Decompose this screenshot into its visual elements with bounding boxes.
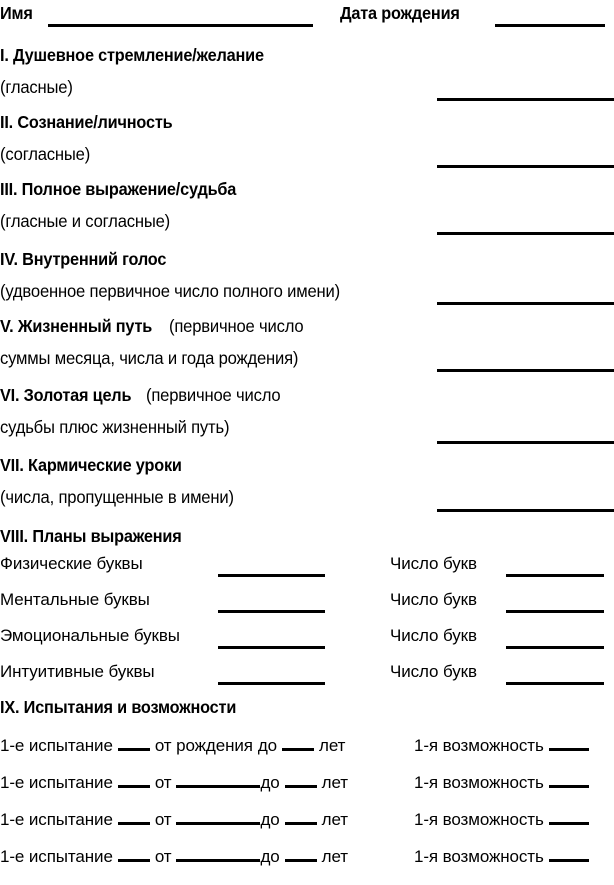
plan-count-blank[interactable]: [506, 682, 604, 685]
section-vi-subtitle-row: [0, 417, 241, 438]
name-input-rule[interactable]: [48, 24, 313, 27]
challenge-from-birth-label: от рождения: [154, 736, 253, 755]
challenge-to-label: до: [260, 810, 280, 829]
section-v-answer-rule[interactable]: [437, 369, 614, 372]
opportunity-label: 1-я возможность: [414, 847, 544, 866]
challenge-from-label: от: [154, 773, 172, 792]
section-ii-heading-row: [0, 112, 185, 133]
challenge-label: 1-е испытание: [0, 810, 113, 829]
challenge-row: [0, 847, 614, 873]
plan-label: Интуитивные буквы: [0, 662, 155, 681]
plan-count-label: Число букв: [390, 554, 477, 573]
plan-letters-blank[interactable]: [218, 610, 325, 613]
section-vi-subtitle: судьбы плюс жизненный путь): [0, 417, 230, 437]
plan-label: Физические буквы: [0, 554, 143, 573]
challenge-to-label: до: [257, 736, 278, 755]
section-iv-heading-row: [0, 249, 179, 270]
birthdate-field-row: [340, 3, 469, 24]
section-vi-inline-note: (первичное число: [146, 385, 281, 405]
section-vii-subtitle: (числа, пропущенные в имени): [0, 487, 234, 507]
challenge-label: 1-е испытание: [0, 736, 113, 755]
plan-letters-blank[interactable]: [218, 682, 325, 685]
section-vi-heading: VI. Золотая цель: [0, 385, 132, 405]
plan-count-blank[interactable]: [506, 610, 604, 613]
challenge-label: 1-е испытание: [0, 847, 113, 866]
opportunity-label: 1-я возможность: [414, 773, 544, 792]
challenge-years-label: лет: [321, 847, 348, 866]
section-vi-heading-row: [0, 385, 288, 406]
challenge-from-age-blank[interactable]: [176, 859, 260, 862]
challenge-age-blank[interactable]: [285, 822, 317, 825]
challenge-number-blank[interactable]: [118, 859, 150, 862]
section-i-heading: I. Душевное стремление/желание: [0, 45, 264, 65]
section-iii-answer-rule[interactable]: [437, 232, 614, 235]
section-iv-heading: IV. Внутренний голос: [0, 249, 167, 269]
challenge-to-label: до: [260, 847, 280, 866]
plan-row: [0, 626, 614, 650]
challenge-number-blank[interactable]: [118, 822, 150, 825]
plan-letters-blank[interactable]: [218, 646, 325, 649]
plan-row: [0, 662, 614, 686]
plan-count-blank[interactable]: [506, 646, 604, 649]
section-iv-subtitle-row: [0, 281, 358, 302]
section-vii-answer-rule[interactable]: [437, 509, 614, 512]
challenge-years-label: лет: [321, 810, 348, 829]
challenge-years-label: лет: [321, 773, 348, 792]
opportunity-blank[interactable]: [549, 859, 589, 862]
plan-label: Эмоциональные буквы: [0, 626, 180, 645]
section-vii-heading-row: [0, 455, 195, 476]
section-vii-subtitle-row: [0, 487, 246, 508]
section-v-subtitle-row: [0, 348, 314, 369]
opportunity-label: 1-я возможность: [414, 810, 544, 829]
section-v-heading-row: [0, 316, 310, 337]
section-vii-heading: VII. Кармические уроки: [0, 455, 182, 475]
plan-row: [0, 590, 614, 614]
section-iv-subtitle: (удвоенное первичное число полного имени): [0, 281, 340, 301]
challenge-to-label: до: [260, 773, 280, 792]
name-field-row: [0, 3, 35, 24]
opportunity-blank[interactable]: [549, 748, 589, 751]
challenge-number-blank[interactable]: [118, 748, 150, 751]
section-ix-heading: IX. Испытания и возможности: [0, 697, 237, 717]
opportunity-label: 1-я возможность: [414, 736, 544, 755]
section-v-subtitle: суммы месяца, числа и года рождения): [0, 348, 299, 368]
plan-label: Ментальные буквы: [0, 590, 150, 609]
section-ii-subtitle: (согласные): [0, 144, 91, 164]
opportunity-blank[interactable]: [549, 785, 589, 788]
challenge-age-blank[interactable]: [285, 785, 317, 788]
section-ii-subtitle-row: [0, 144, 95, 165]
section-ii-heading: II. Сознание/личность: [0, 112, 173, 132]
challenge-from-label: от: [154, 847, 172, 866]
section-ix-heading-row: [0, 697, 254, 718]
birthdate-label: Дата рождения: [340, 3, 460, 23]
challenge-age-blank[interactable]: [282, 748, 314, 751]
section-ii-answer-rule[interactable]: [437, 165, 614, 168]
section-i-answer-rule[interactable]: [437, 98, 614, 101]
challenge-row: [0, 810, 614, 836]
plan-count-blank[interactable]: [506, 574, 604, 577]
challenge-from-age-blank[interactable]: [176, 785, 260, 788]
challenge-from-age-blank[interactable]: [176, 822, 260, 825]
challenge-label: 1-е испытание: [0, 773, 113, 792]
section-vi-answer-rule[interactable]: [437, 441, 614, 444]
plan-row: [0, 554, 614, 578]
opportunity-blank[interactable]: [549, 822, 589, 825]
challenge-age-blank[interactable]: [285, 859, 317, 862]
section-v-inline-note: (первичное число: [168, 316, 304, 336]
section-iii-subtitle-row: [0, 211, 179, 232]
section-i-heading-row: [0, 45, 284, 66]
challenge-number-blank[interactable]: [118, 785, 150, 788]
section-v-heading: V. Жизненный путь: [0, 316, 153, 336]
section-viii-heading-row: [0, 526, 195, 547]
section-iv-answer-rule[interactable]: [437, 302, 614, 305]
challenge-from-label: от: [154, 810, 172, 829]
challenge-row: [0, 773, 614, 799]
section-viii-heading: VIII. Планы выражения: [0, 526, 182, 546]
section-i-subtitle: (гласные): [0, 77, 73, 97]
name-label: Имя: [0, 3, 33, 23]
plan-count-label: Число букв: [390, 590, 477, 609]
challenge-years-label: лет: [319, 736, 346, 755]
section-i-subtitle-row: [0, 77, 77, 98]
plan-count-label: Число букв: [390, 626, 477, 645]
section-iii-subtitle: (гласные и согласные): [0, 211, 171, 231]
birthdate-input-rule[interactable]: [495, 24, 605, 27]
section-iii-heading: III. Полное выражение/судьба: [0, 179, 237, 199]
section-iii-heading-row: [0, 179, 254, 200]
challenge-row: [0, 736, 614, 762]
plan-letters-blank[interactable]: [218, 574, 325, 577]
plan-count-label: Число букв: [390, 662, 477, 681]
